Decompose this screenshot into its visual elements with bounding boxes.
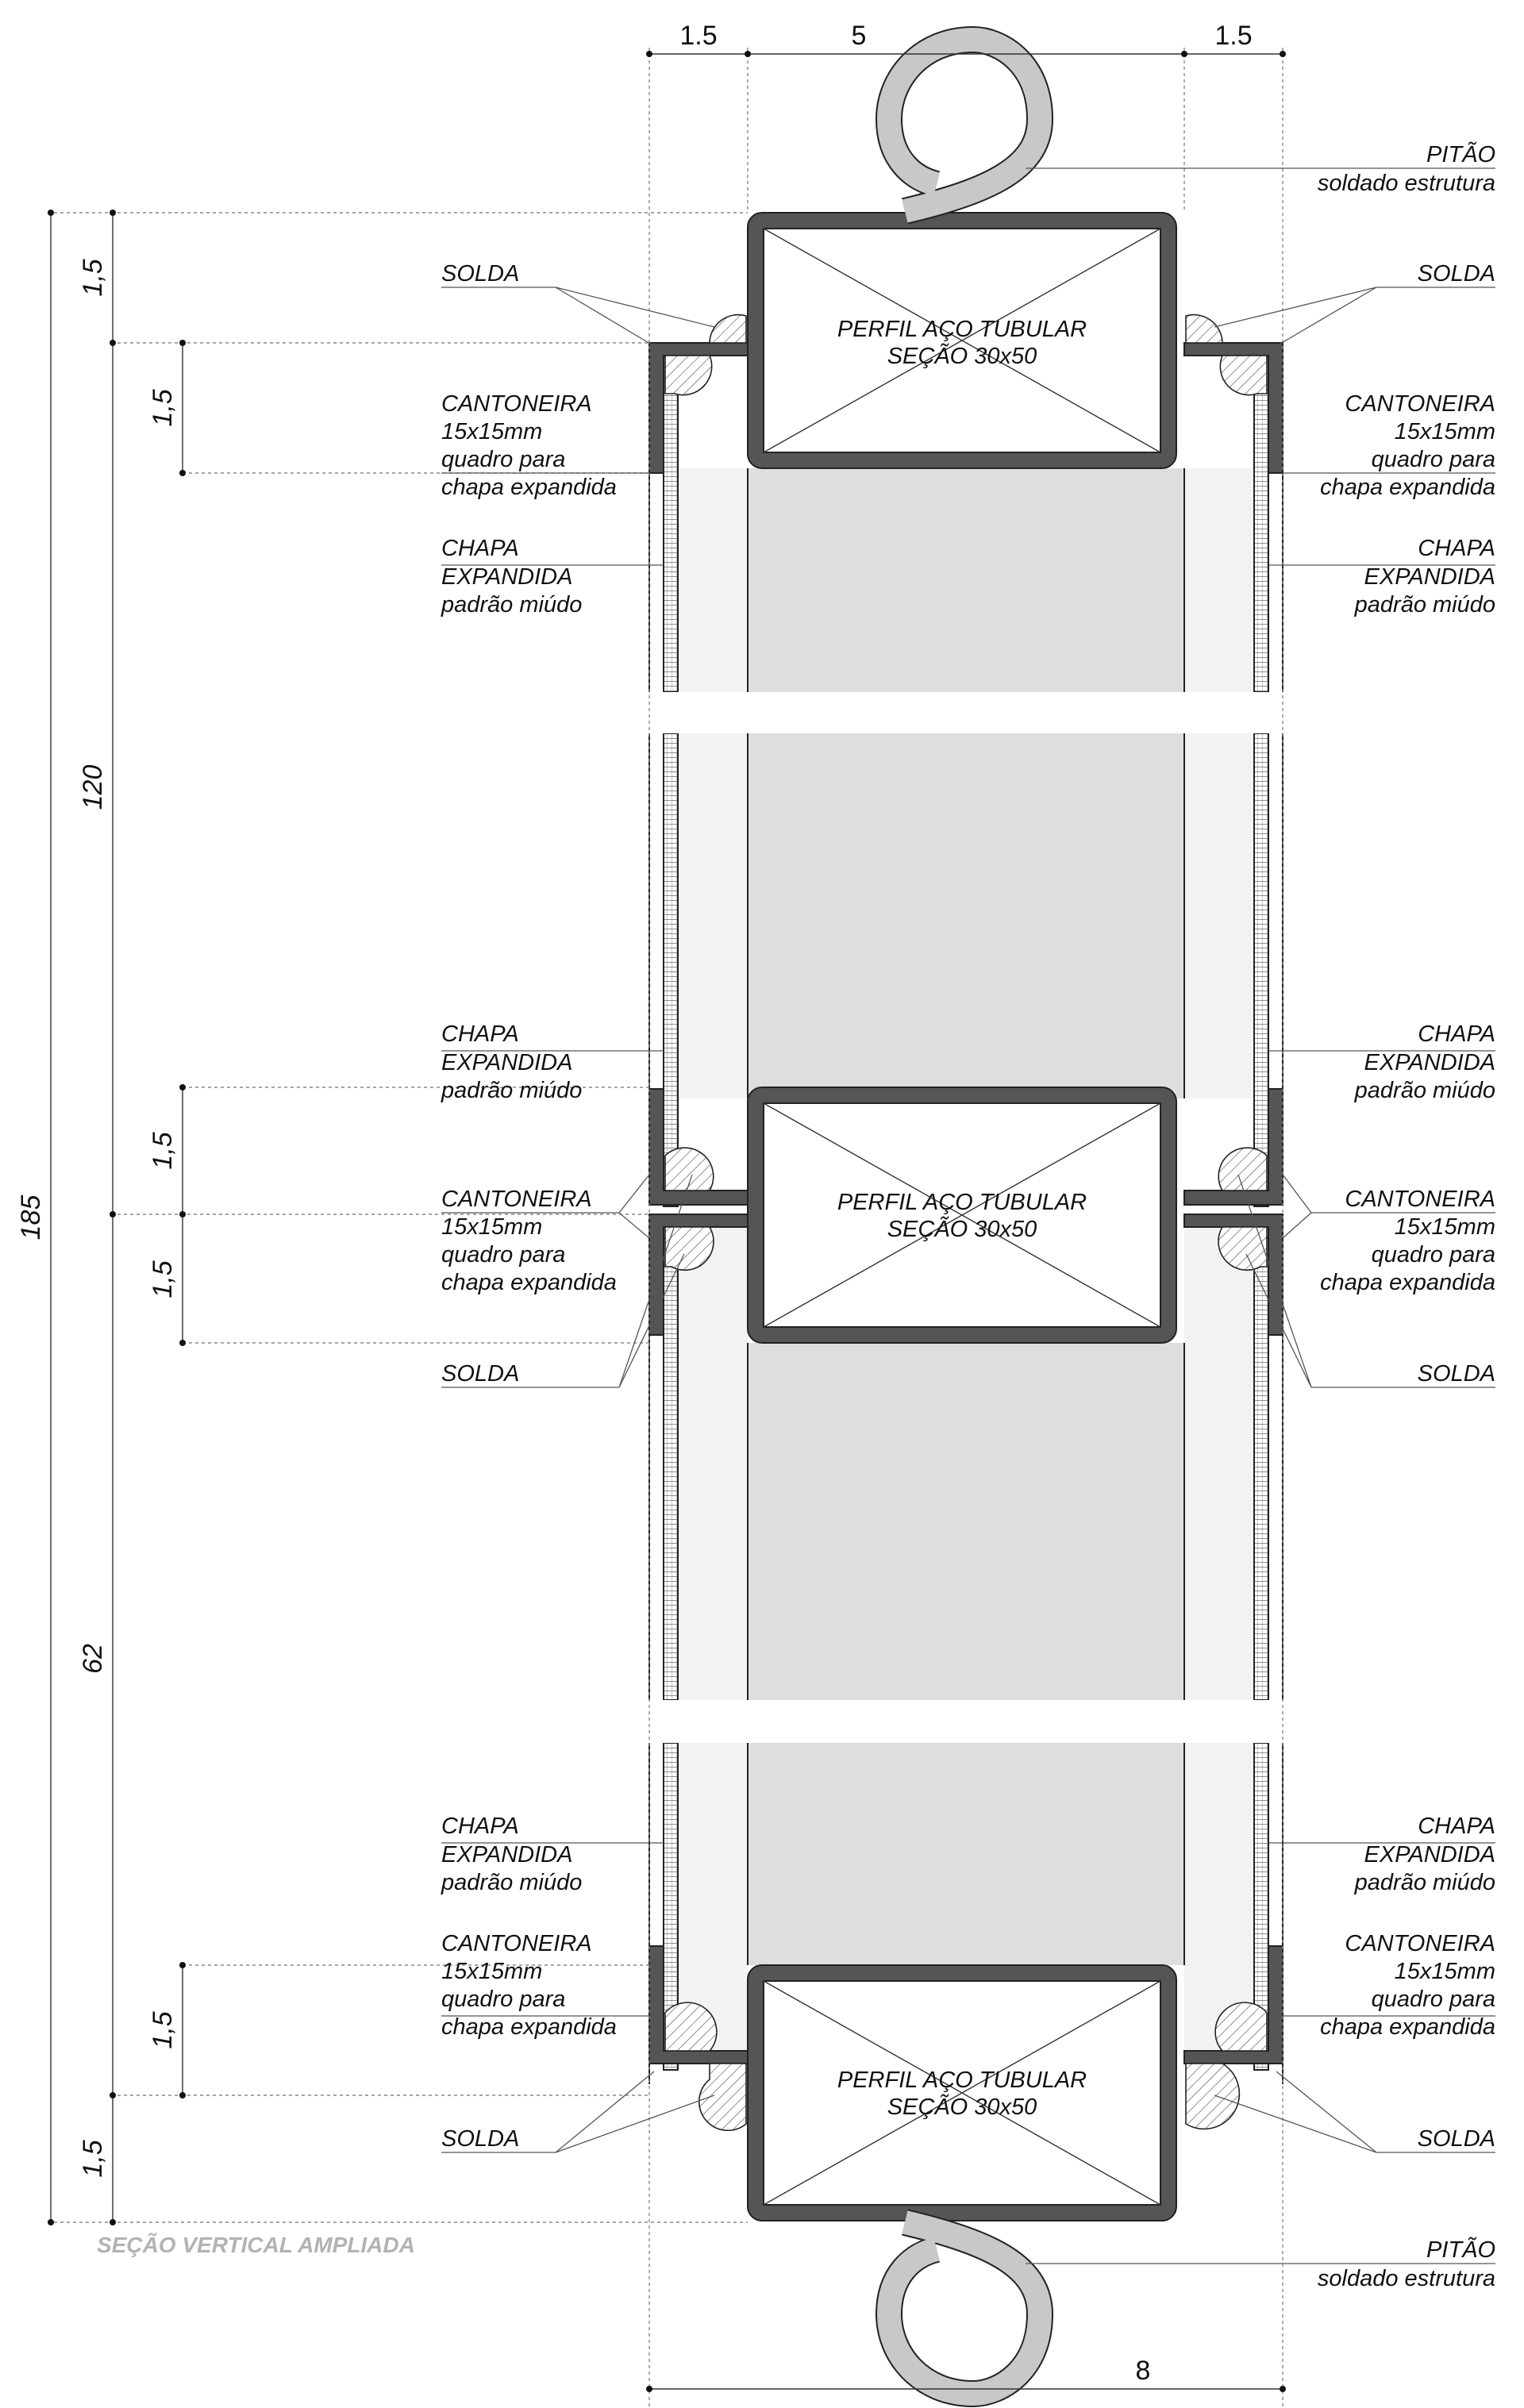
svg-text:15x15mm: 15x15mm — [441, 1959, 543, 1984]
svg-text:15x15mm: 15x15mm — [1394, 1214, 1495, 1240]
svg-text:PITÃO: PITÃO — [1426, 142, 1495, 167]
label-cantoneira-bottom-left — [441, 1931, 617, 2040]
svg-text:1,5: 1,5 — [78, 2140, 108, 2178]
label-solda-top-right: SOLDA — [1417, 261, 1495, 287]
svg-text:EXPANDIDA: EXPANDIDA — [1364, 1842, 1495, 1868]
svg-text:quadro para: quadro para — [1371, 447, 1495, 472]
label-cantoneira-middle-left — [441, 1187, 617, 1295]
label-cantoneira-top-left — [441, 391, 617, 500]
svg-text:padrão miúdo: padrão miúdo — [1354, 1870, 1495, 1895]
svg-text:chapa expandida: chapa expandida — [1320, 2014, 1495, 2040]
svg-text:padrão miúdo: padrão miúdo — [441, 1870, 583, 1895]
svg-text:CANTONEIRA: CANTONEIRA — [441, 1931, 592, 1956]
svg-text:CHAPA: CHAPA — [441, 1814, 519, 1839]
drawing-caption: SEÇÃO VERTICAL AMPLIADA — [97, 2233, 415, 2257]
label-chapa-bottom-right — [1354, 1814, 1495, 1895]
svg-text:1,5: 1,5 — [148, 389, 178, 427]
label-solda-middle-left: SOLDA — [441, 1361, 520, 1387]
svg-text:EXPANDIDA: EXPANDIDA — [441, 1842, 573, 1868]
dimension-left-inner — [148, 340, 186, 2098]
dimension-left-outer — [16, 210, 54, 2225]
label-chapa-middle-left — [441, 1021, 582, 1103]
svg-text:15x15mm: 15x15mm — [1394, 419, 1495, 444]
svg-text:quadro para: quadro para — [441, 1987, 566, 2012]
hook-bottom — [889, 2222, 1040, 2394]
svg-text:CANTONEIRA: CANTONEIRA — [1345, 1931, 1495, 1956]
svg-text:1.5: 1.5 — [1214, 21, 1253, 51]
svg-text:CHAPA: CHAPA — [1418, 536, 1495, 561]
svg-text:quadro para: quadro para — [441, 1242, 566, 1267]
svg-text:15x15mm: 15x15mm — [441, 1214, 543, 1240]
svg-text:chapa expandida: chapa expandida — [1320, 1270, 1495, 1295]
svg-text:SEÇÃO 30x50: SEÇÃO 30x50 — [887, 1217, 1037, 1242]
svg-text:quadro para: quadro para — [1371, 1242, 1495, 1267]
svg-text:CHAPA: CHAPA — [441, 1021, 519, 1047]
svg-text:1,5: 1,5 — [78, 259, 108, 297]
svg-text:15x15mm: 15x15mm — [441, 419, 543, 444]
svg-text:chapa expandida: chapa expandida — [441, 1270, 617, 1295]
svg-text:quadro para: quadro para — [1371, 1987, 1495, 2012]
label-chapa-bottom-left — [441, 1814, 582, 1895]
svg-text:chapa expandida: chapa expandida — [1320, 475, 1495, 500]
label-solda-middle-right: SOLDA — [1417, 1361, 1495, 1387]
svg-text:EXPANDIDA: EXPANDIDA — [441, 564, 573, 590]
label-solda-bottom-right: SOLDA — [1417, 2126, 1495, 2152]
svg-text:soldado estrutura: soldado estrutura — [1317, 171, 1495, 196]
svg-text:EXPANDIDA: EXPANDIDA — [1364, 1050, 1495, 1075]
svg-text:1.5: 1.5 — [679, 21, 718, 51]
svg-text:8: 8 — [1135, 2356, 1151, 2386]
svg-text:PITÃO: PITÃO — [1426, 2237, 1495, 2263]
label-solda-bottom-left: SOLDA — [441, 2126, 520, 2152]
svg-text:CHAPA: CHAPA — [1418, 1021, 1495, 1047]
svg-text:15x15mm: 15x15mm — [1394, 1959, 1495, 1984]
svg-text:CHAPA: CHAPA — [441, 536, 519, 561]
svg-text:120: 120 — [78, 764, 108, 810]
label-chapa-top-left — [441, 536, 582, 617]
label-cantoneira-top-right — [1320, 391, 1495, 500]
label-cantoneira-bottom-right — [1320, 1931, 1495, 2040]
label-solda-top-left: SOLDA — [441, 261, 520, 287]
svg-text:SEÇÃO 30x50: SEÇÃO 30x50 — [887, 344, 1037, 369]
label-cantoneira-middle-right — [1320, 1187, 1495, 1295]
steel-profile-middle — [748, 1087, 1176, 1343]
svg-text:padrão miúdo: padrão miúdo — [1354, 1078, 1495, 1103]
svg-text:padrão miúdo: padrão miúdo — [441, 592, 583, 617]
dimension-left-middle — [78, 210, 116, 2225]
svg-text:chapa expandida: chapa expandida — [441, 475, 617, 500]
svg-text:CANTONEIRA: CANTONEIRA — [441, 1187, 592, 1212]
svg-text:PERFIL AÇO TUBULAR: PERFIL AÇO TUBULAR — [837, 2068, 1087, 2093]
svg-text:padrão miúdo: padrão miúdo — [441, 1078, 583, 1103]
svg-text:quadro para: quadro para — [441, 447, 566, 472]
svg-text:185: 185 — [16, 1194, 46, 1241]
svg-text:EXPANDIDA: EXPANDIDA — [1364, 564, 1495, 590]
svg-text:PERFIL AÇO TUBULAR: PERFIL AÇO TUBULAR — [837, 317, 1087, 342]
svg-text:soldado estrutura: soldado estrutura — [1317, 2266, 1495, 2291]
svg-text:62: 62 — [78, 1644, 108, 1674]
hook-top — [889, 40, 1040, 211]
steel-profile-bottom — [748, 1965, 1176, 2221]
svg-text:padrão miúdo: padrão miúdo — [1354, 592, 1495, 617]
svg-text:EXPANDIDA: EXPANDIDA — [441, 1050, 573, 1075]
label-chapa-top-right — [1354, 536, 1495, 617]
svg-text:chapa expandida: chapa expandida — [441, 2014, 617, 2040]
svg-text:CHAPA: CHAPA — [1418, 1814, 1495, 1839]
label-chapa-middle-right — [1354, 1021, 1495, 1103]
svg-text:1,5: 1,5 — [148, 1260, 178, 1298]
svg-text:1,5: 1,5 — [148, 1132, 178, 1170]
svg-text:CANTONEIRA: CANTONEIRA — [1345, 1187, 1495, 1212]
svg-text:PERFIL AÇO TUBULAR: PERFIL AÇO TUBULAR — [837, 1190, 1087, 1215]
svg-text:1,5: 1,5 — [148, 2011, 178, 2049]
svg-text:SEÇÃO 30x50: SEÇÃO 30x50 — [887, 2094, 1037, 2120]
svg-text:CANTONEIRA: CANTONEIRA — [1345, 391, 1495, 417]
svg-text:CANTONEIRA: CANTONEIRA — [441, 391, 592, 417]
svg-text:5: 5 — [851, 21, 867, 51]
